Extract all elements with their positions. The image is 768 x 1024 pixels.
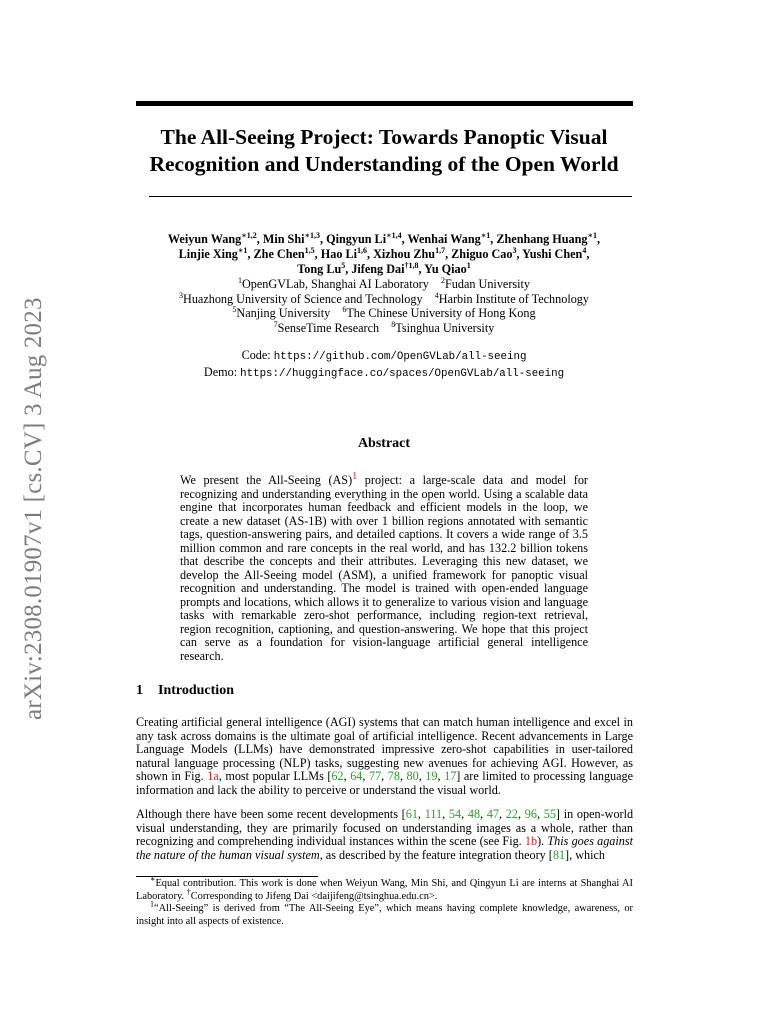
figure-ref-link[interactable]: 1a [207,769,219,783]
author: Hao Li$^{1,6}$ [320,245,367,261]
title-line-2: Recognition and Understanding of the Open World [149,152,619,176]
code-link-line: Code: https://github.com/OpenGVLab/all-seeing [241,348,527,363]
citation-link[interactable]: 47 [486,807,499,821]
citation-link[interactable]: 80 [406,769,419,783]
affiliations [130,277,638,335]
intro-paragraph-2: Although there have been some recent developments [61, 111, 54, 48, 47, 22, 96, 55] in open-world visual understanding, they are primarily focused on understanding images as a whole, rather than recognizing and comprehending individual instances within the scene (see Fig. 1b). This goes against the nature of the human visual system, as described by the feature integration theory [81], which [136,807,634,862]
title-rule-top [136,101,633,106]
footnote-1: ∗Equal contribution. This work is done when Weiyun Wang, Min Shi, and Qingyun Li are interns at Shanghai AI Laboratory. †Corresponding to Jifeng Dai <daijifeng@tsinghua.edu.cn>. [136,874,633,902]
section-title: Introduction [158,683,234,698]
demo-url-link[interactable]: https://huggingface.co/spaces/OpenGVLab/all-seeing [240,368,565,380]
citation-link[interactable]: 62 [331,769,344,783]
author: Zhenhang Huang$^{∗1}$ [496,230,598,246]
citation-link[interactable]: 55 [543,807,556,821]
author: Yu Qiao$^1$ [424,260,471,276]
citation-link[interactable]: 48 [467,807,481,821]
author: Xizhou Zhu$^{1,7}$ [373,245,446,261]
figure-ref-link[interactable]: 1b [524,834,538,848]
author: Qingyun $Li^{∗1,4}$ [326,230,402,246]
section-number: 1 [136,683,143,698]
footnote-2: $^1$“All-Seeing” is derived from “The All-Seeing Eye”, which means having complete knowledge, awareness, or insight into all aspects of existence. [136,899,633,927]
abstract-heading: Abstract [357,436,411,451]
citation-link[interactable]: 61 [405,807,418,821]
citation-link[interactable]: 81 [552,847,566,862]
citation-link[interactable]: 17 [444,769,457,783]
citation-link[interactable]: 111 [424,807,443,821]
affiliation-line: $^3$Huazhong University of Science and Technology $^4$Harbin Institute of Technology [179,290,589,306]
author: Zhiguo Cao$^3$ [451,245,517,261]
citation-link[interactable]: 77 [368,769,382,783]
intro-paragraph-1: Creating artificial general intelligence (AGI) systems that can match human intelligence and excel in any task across domains is the ultimate goal of artificial intelligence. Recent advancements in Large Language Models (LLMs) have demonstrated impressive zero-shot capabilities in user-tailored natural language processing (NLP) tasks, suggesting new avenues for achieving AGI. However, as shown in Fig. 1a, most popular LLMs [62, 64, 77, 78, 80, 19, 17] are limited to processing language information and lack the ability to perceive or understand the visual world. [136,715,634,797]
title-rule-bottom [149,196,632,197]
author: Linjie Xing$^{∗1}$ [178,245,248,261]
affiliation-line: $^5$Nanjing University $^6$The Chinese University of Hong Kong [232,304,536,320]
abstract-text: We present the All-Seeing (AS)$^1$ project: a large-scale data and model for recognizing and understanding everything in the open world. Using a scalable data engine that incorporates human feedback and efficient models in the loop, we create a new dataset (AS-1B) with over 1 billion regions annotated with semantic tags, question-answering pairs, and detailed captions. It covers a wide range of 3.5 million common and rare concepts in the real world, and has 132.2 billion tokens that describe the concepts and their attributes. Leveraging this new dataset, we develop the All-Seeing model (ASM), a unified framework for panoptic visual recognition and understanding. The model is trained with open-ended language prompts and locations, which allows it to generalize to various vision and language tasks with remarkable zero-shot performance, including region-text retrieval, region recognition, captioning, and question-answering. We hope that this project can serve as a foundation for vision-language artificial general intelligence research. [180,471,588,663]
author: Yushi Chen$^4$ [522,245,587,261]
author-list: Weiyun Wang$^{∗1,2}$, Min Shi$^{∗1,3}$, Qingyun $Li^{∗1,4}$, Wenhai Wang$^{∗1}$, Zhenhang Huang$^{∗1}$, Linjie Xing$^{∗1}$, Zhe Chen$^{1,5}$, Hao Li$^{1,6}$, Xizhou Zhu$^{1,7}$, Zhiguo Cao$^3$, Yushi Chen$^4$, Tong Lu$^5$, Jifeng Dai$^{\dagger 1,8}$, Yu Qiao$^1$ [167,230,601,276]
section-heading [136,683,234,699]
author: Weiyun Wang$^{∗1,2}$ [167,230,257,246]
affiliation-line: $^1$OpenGVLab, Shanghai AI Laboratory $^2$Fudan University [238,275,530,291]
footnotes [136,874,633,928]
author: Zhe Chen$^{1,5}$ [253,245,315,261]
citation-link[interactable]: 19 [425,769,438,783]
citation-link[interactable]: 78 [387,769,400,783]
citation-link[interactable]: 64 [350,769,363,783]
author: Tong Lu$^5$ [297,260,346,276]
footnote-ref-link[interactable]: 1 [352,471,358,482]
title-line-1: The All-Seeing Project: Towards Panoptic Visual [160,125,608,149]
author: Min Shi$^{∗1,3}$ [262,230,321,246]
citation-link[interactable]: 54 [448,807,462,821]
citation-link[interactable]: 96 [524,807,537,821]
code-url-link[interactable]: https://github.com/OpenGVLab/all-seeing [273,351,527,363]
author: Jifeng Dai$^{\dagger 1,8}$ [351,260,419,276]
affiliation-line: $^7$SenseTime Research $^8$Tsinghua University [273,319,495,335]
resource-links [130,348,638,382]
demo-link-line: Demo: https://huggingface.co/spaces/OpenGVLab/all-seeing [203,365,565,380]
citation-link[interactable]: 22 [505,807,518,821]
paper-title [120,124,648,178]
author: Wenhai Wang$^{∗1}$ [407,230,491,246]
arxiv-stamp: arXiv:2308.01907v1 [cs.CV] 3 Aug 2023 [20,297,47,720]
footnote-rule [136,876,318,877]
